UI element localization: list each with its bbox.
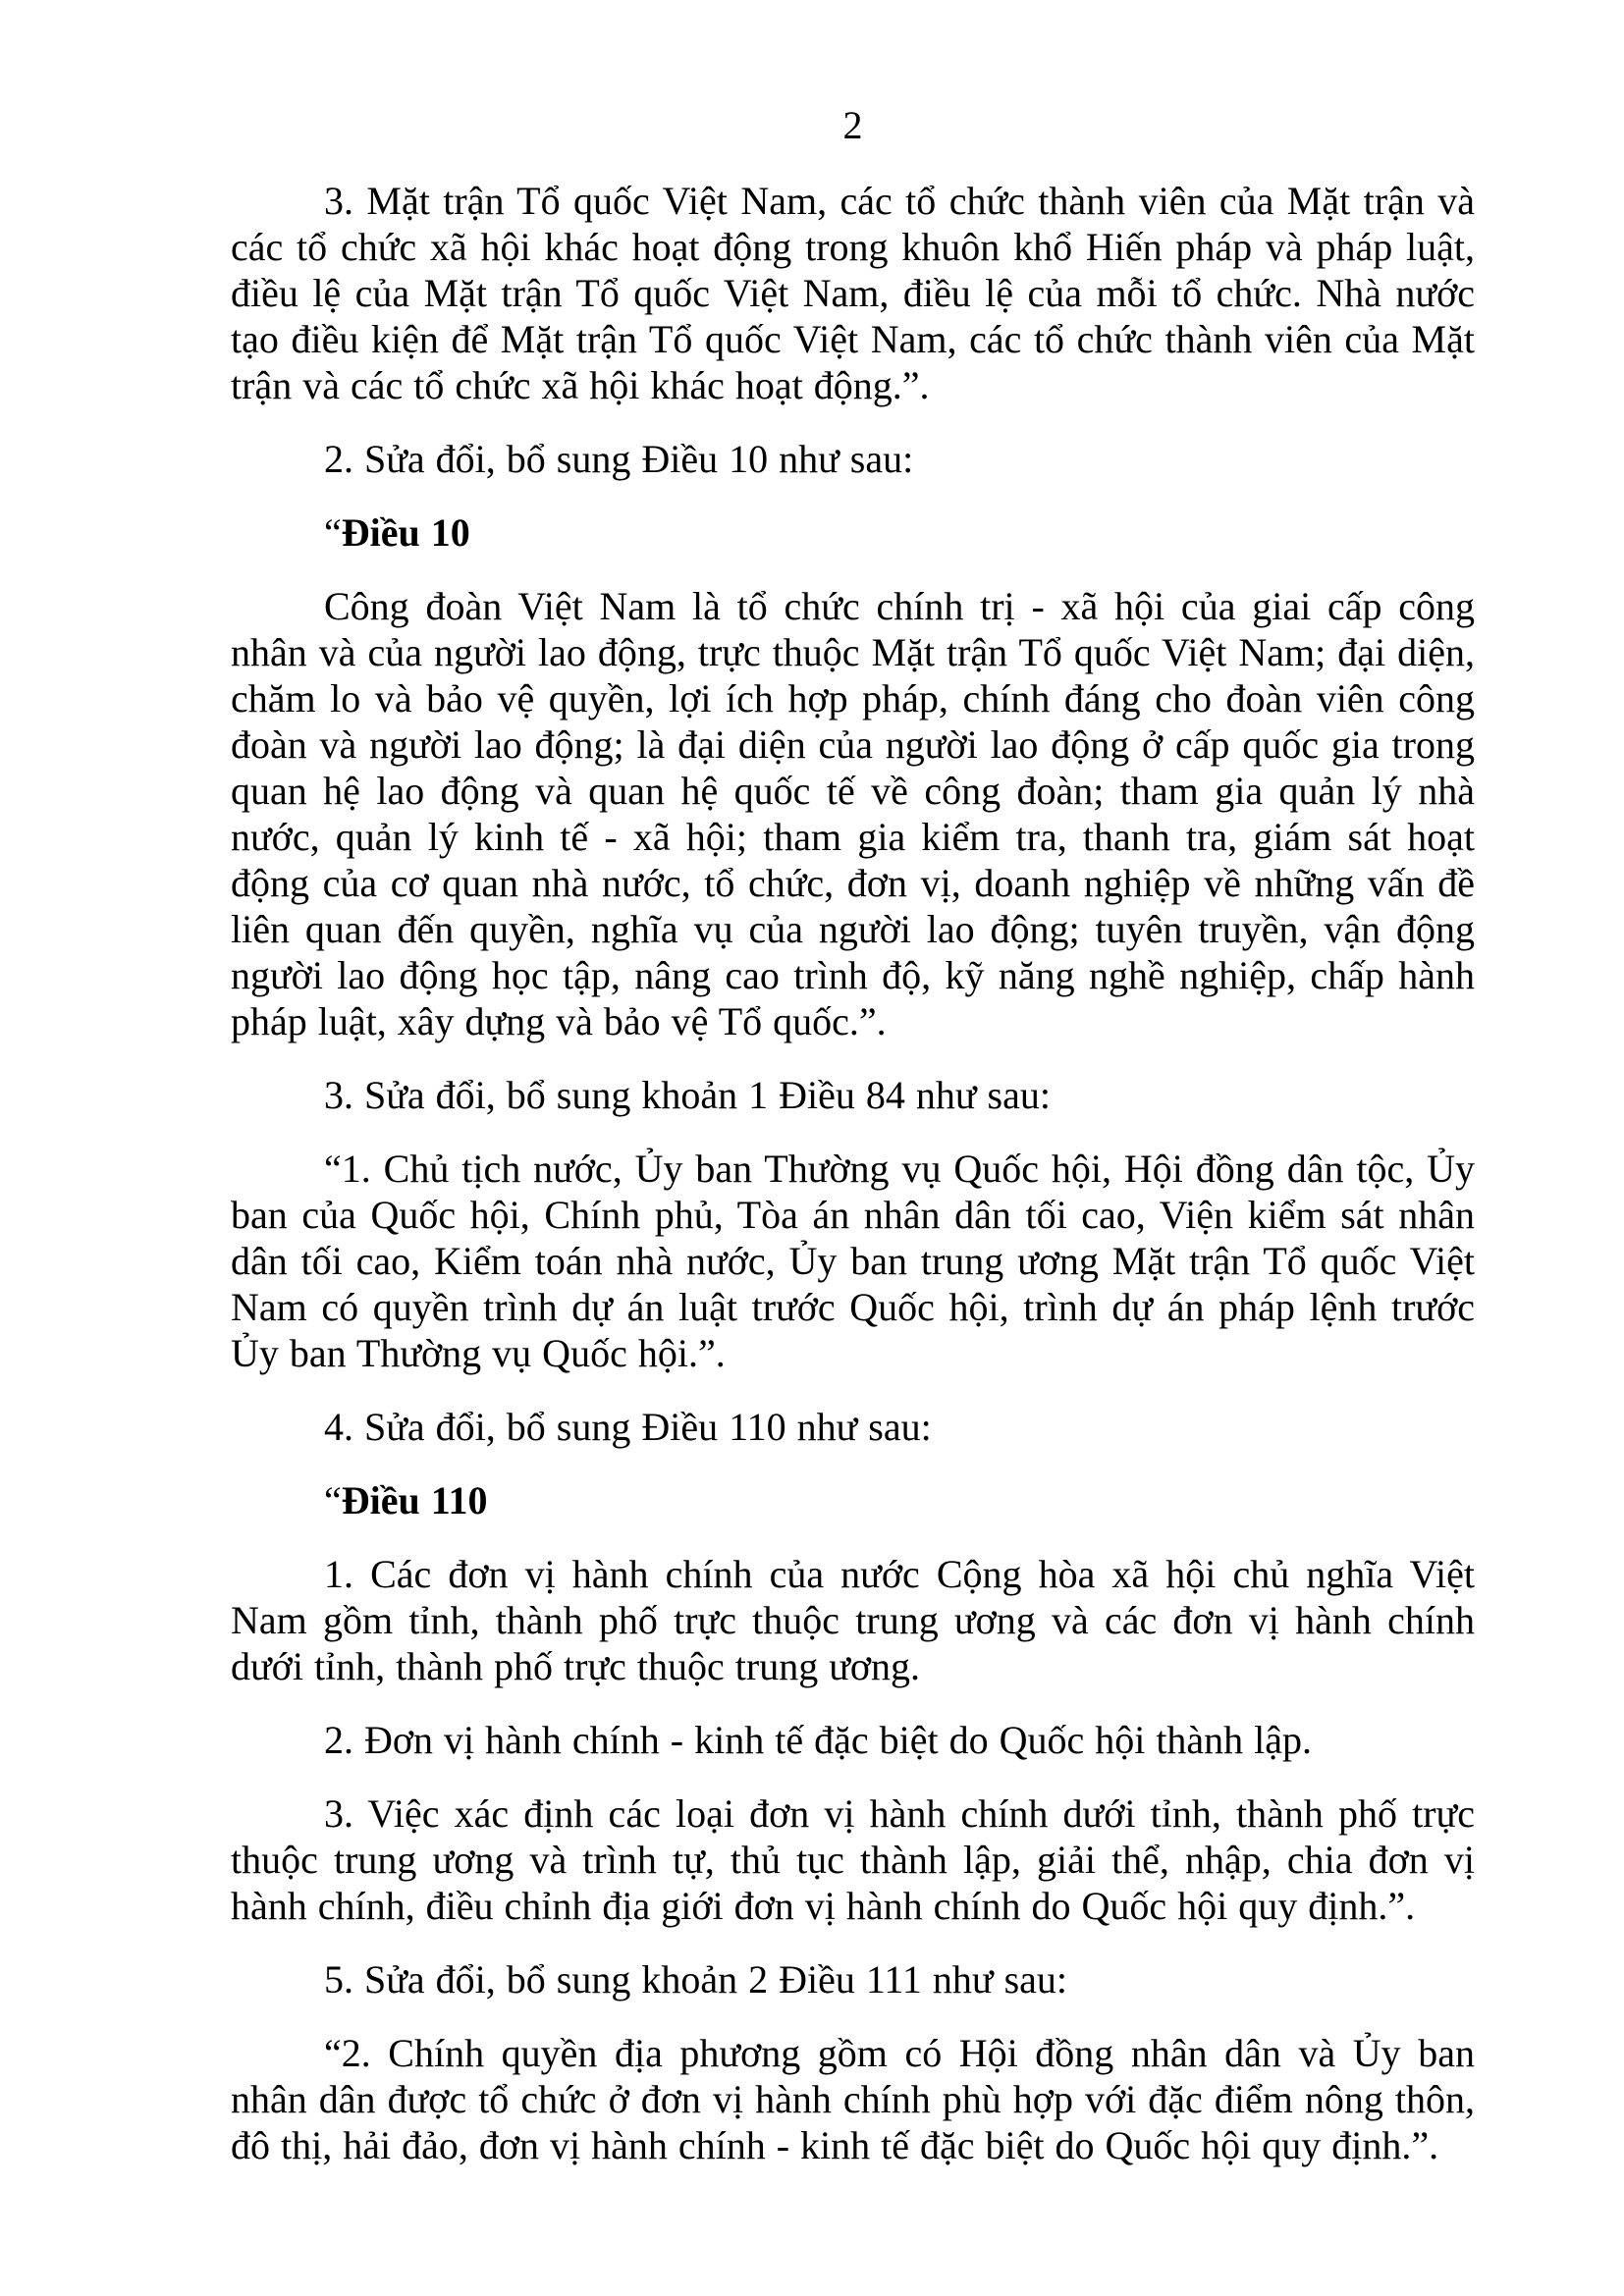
- article-heading: [231, 509, 1475, 556]
- page-number: 2: [842, 103, 863, 147]
- article-title: Điều 110: [341, 1478, 488, 1522]
- paragraph: 3. Việc xác định các loại đơn vị hành chính dưới tỉnh, thành phố trực thuộc trung ương và trình tự, thủ tục thành lập, giải thể, nhập, chia đơn vị hành chính, điều chỉnh địa giới đơn vị hành chính do Quốc hội quy định.”.: [231, 1791, 1475, 1928]
- paragraph: “2. Chính quyền địa phương gồm có Hội đồng nhân dân và Ủy ban nhân dân được tổ chức ở đơn vị hành chính phù hợp với đặc điểm nông thôn, đô thị, hải đảo, đơn vị hành chính - kinh tế đặc biệt do Quốc hội quy định.”.: [231, 2031, 1475, 2167]
- paragraph: Công đoàn Việt Nam là tổ chức chính trị - xã hội của giai cấp công nhân và của người lao động, trực thuộc Mặt trận Tổ quốc Việt Nam; đại diện, chăm lo và bảo vệ quyền, lợi ích hợp pháp, chính đáng cho đoàn viên công đoàn và người lao động; là đại diện của người lao động ở cấp quốc gia trong quan hệ lao động và quan hệ quốc tế về công đoàn; tham gia quản lý nhà nước, quản lý kinh tế - xã hội; tham gia kiểm tra, thanh tra, giám sát hoạt động của cơ quan nhà nước, tổ chức, đơn vị, doanh nghiệp về những vấn đề liên quan đến quyền, nghĩa vụ của người lao động; tuyên truyền, vận động người lao động học tập, nâng cao trình độ, kỹ năng nghề nghiệp, chấp hành pháp luật, xây dựng và bảo vệ Tổ quốc.”.: [231, 584, 1475, 1043]
- paragraph: “1. Chủ tịch nước, Ủy ban Thường vụ Quốc hội, Hội đồng dân tộc, Ủy ban của Quốc hội, Chính phủ, Tòa án nhân dân tối cao, Viện kiểm sát nhân dân tối cao, Kiểm toán nhà nước, Ủy ban trung ương Mặt trận Tổ quốc Việt Nam có quyền trình dự án luật trước Quốc hội, trình dự án pháp lệnh trước Ủy ban Thường vụ Quốc hội.”.: [231, 1147, 1475, 1375]
- paragraph: 2. Sửa đổi, bổ sung Điều 10 như sau:: [324, 437, 914, 481]
- paragraph: 4. Sửa đổi, bổ sung Điều 110 như sau:: [324, 1405, 932, 1449]
- paragraph: 2. Đơn vị hành chính - kinh tế đặc biệt do Quốc hội thành lập.: [324, 1718, 1313, 1762]
- paragraph: 5. Sửa đổi, bổ sung khoản 2 Điều 111 như sau:: [324, 1957, 1068, 2002]
- paragraph: 3. Sửa đổi, bổ sung khoản 1 Điều 84 như sau:: [324, 1073, 1051, 1117]
- opening-quote: “: [324, 510, 342, 555]
- opening-quote: “: [324, 1478, 342, 1522]
- article-heading: [231, 1477, 1475, 1523]
- paragraph: 1. Các đơn vị hành chính của nước Cộng hòa xã hội chủ nghĩa Việt Nam gồm tỉnh, thành phố trực thuộc trung ương và các đơn vị hành chính dưới tỉnh, thành phố trực thuộc trung ương.: [231, 1552, 1475, 1688]
- paragraph: 3. Mặt trận Tổ quốc Việt Nam, các tổ chức thành viên của Mặt trận và các tổ chức xã hội khác hoạt động trong khuôn khổ Hiến pháp và pháp luật, điều lệ của Mặt trận Tổ quốc Việt Nam, điều lệ của mỗi tổ chức. Nhà nước tạo điều kiện để Mặt trận Tổ quốc Việt Nam, các tổ chức thành viên của Mặt trận và các tổ chức xã hội khác hoạt động.”.: [231, 179, 1475, 407]
- article-title: Điều 10: [341, 510, 470, 555]
